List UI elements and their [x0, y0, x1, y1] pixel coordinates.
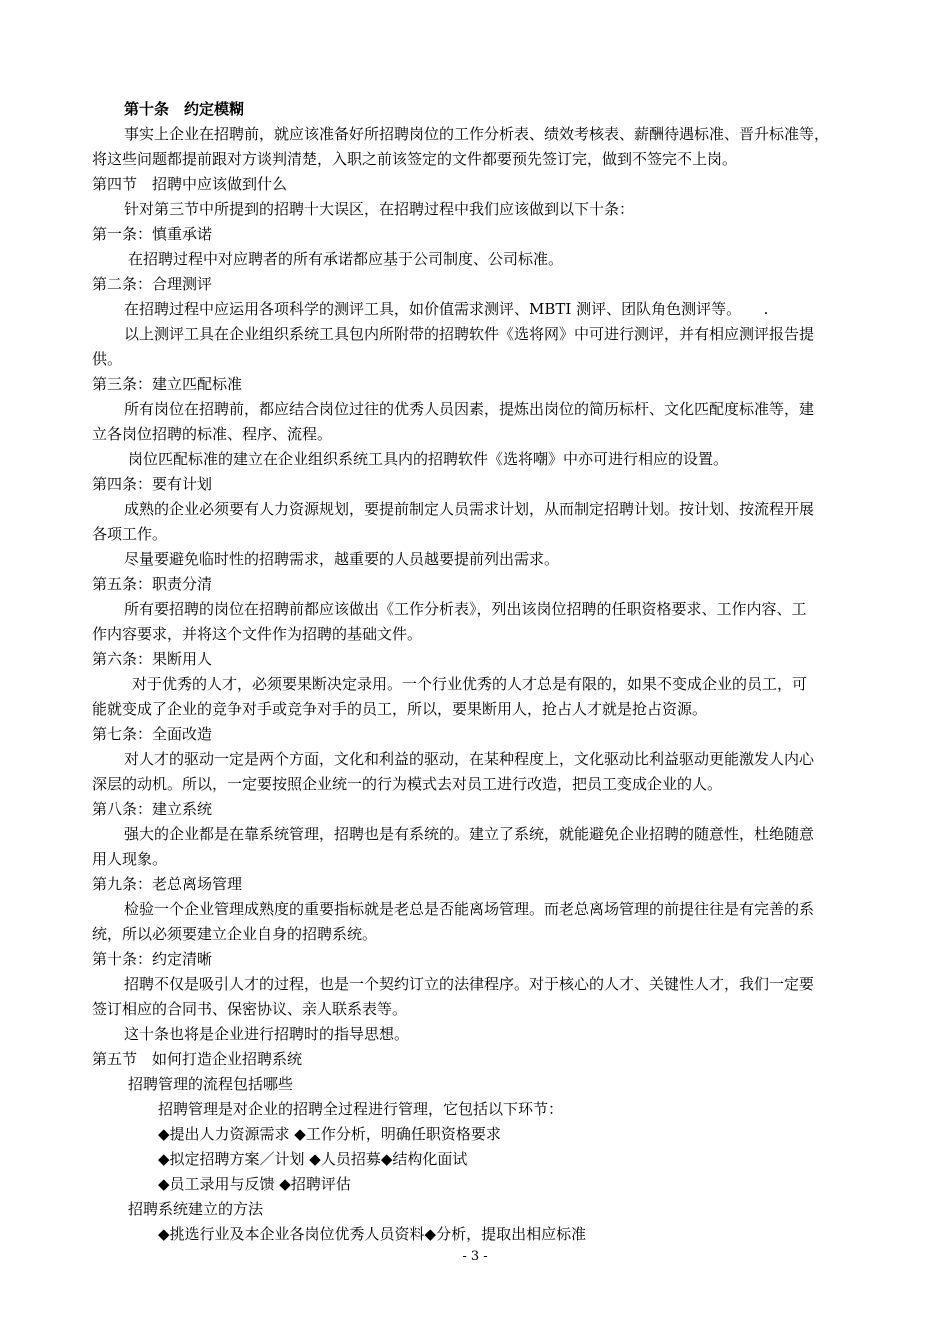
paragraph-line: 成熟的企业必须要有人力资源规划，要提前制定人员需求计划，从而制定招聘计划。按计划、按流程开展 — [124, 500, 815, 518]
article-heading: 第三条：建立匹配标准 — [92, 375, 243, 393]
paragraph-line: 招聘管理是对企业的招聘全过程进行管理，它包括以下环节： — [158, 1100, 564, 1118]
article-heading: 第二条：合理测评 — [92, 275, 213, 293]
article-heading: 第九条：老总离场管理 — [92, 875, 243, 893]
paragraph-line: 作内容要求，并将这个文件作为招聘的基础文件。 — [92, 625, 423, 643]
paragraph-line: 能就变成了企业的竞争对手或竞争对手的员工，所以，要果断用人，抢占人才就是抢占资源。 — [92, 700, 708, 718]
paragraph-line: 在招聘过程中应运用各项科学的测评工具，如价值需求测评、MBTI 测评、团队角色测评等。 . — [124, 300, 769, 318]
paragraph-line: 这十条也将是企业进行招聘时的指导思想。 — [124, 1025, 410, 1043]
section-heading: 第四节 招聘中应该做到什么 — [92, 175, 288, 193]
paragraph-line: 将这些问题都提前跟对方谈判清楚，入职之前该签定的文件都要预先签订完，做到不签完不上岗。 — [92, 150, 738, 168]
paragraph-line: 岗位匹配标准的建立在企业组织系统工具内的招聘软件《选将嘲》中亦可进行相应的设置。 — [128, 450, 729, 468]
paragraph-line: 各项工作。 — [92, 525, 168, 543]
paragraph-line: 在招聘过程中对应聘者的所有承诺都应基于公司制度、公司标准。 — [128, 250, 564, 268]
paragraph-line: 事实上企业在招聘前，就应该准备好所招聘岗位的工作分析表、绩效考核表、薪酬待遇标准、晋升标准等， — [124, 125, 830, 143]
paragraph-line: 针对第三节中所提到的招聘十大误区，在招聘过程中我们应该做到以下十条： — [124, 200, 635, 218]
paragraph-line: 供。 — [92, 350, 123, 368]
article-heading: 第十条：约定清晰 — [92, 950, 213, 968]
paragraph-line: 对于优秀的人才，必须要果断决定录用。一个行业优秀的人才总是有限的，如果不变成企业的员工，可 — [132, 675, 808, 693]
paragraph-line: 以上测评工具在企业组织系统工具包内所附带的招聘软件《选将网》中可进行测评，并有相应测评报告提 — [124, 325, 815, 343]
article-heading: 第六条：果断用人 — [92, 650, 213, 668]
subheading: 招聘系统建立的方法 — [128, 1200, 264, 1218]
article-heading: 第五条：职责分清 — [92, 575, 213, 593]
paragraph-line: 招聘不仅是吸引人才的过程，也是一个契约订立的法律程序。对于核心的人才、关键性人才，我们一定要 — [124, 975, 815, 993]
bullet-line: ◆员工录用与反馈 ◆招聘评估 — [158, 1175, 351, 1193]
subheading: 招聘管理的流程包括哪些 — [128, 1075, 294, 1093]
bullet-line: ◆挑选行业及本企业各岗位优秀人员资料◆分析，提取出相应标准 — [158, 1225, 587, 1243]
article-heading: 第八条：建立系统 — [92, 800, 213, 818]
bullet-line: ◆拟定招聘方案／计划 ◆人员招募◆结构化面试 — [158, 1150, 468, 1168]
paragraph-line: 所有岗位在招聘前，都应结合岗位过往的优秀人员因素，提炼出岗位的简历标杆、文化匹配度标准等，建 — [124, 400, 815, 418]
paragraph-line: 统，所以必须要建立企业自身的招聘系统。 — [92, 925, 378, 943]
paragraph-line: 签订相应的合同书、保密协议、亲人联系表等。 — [92, 1000, 408, 1018]
bullet-line: ◆提出人力资源需求 ◆工作分析，明确任职资格要求 — [158, 1125, 501, 1143]
paragraph-line: 检验一个企业管理成熟度的重要指标就是老总是否能离场管理。而老总离场管理的前提往往是有完善的系 — [124, 900, 815, 918]
article-heading: 第七条：全面改造 — [92, 725, 213, 743]
article-heading: 第一条：慎重承诺 — [92, 225, 213, 243]
paragraph-line: 深层的动机。所以，一定要按照企业统一的行为模式去对员工进行改造，把员工变成企业的人。 — [92, 775, 723, 793]
paragraph-line: 立各岗位招聘的标准、程序、流程。 — [92, 425, 333, 443]
section-heading: 第五节 如何打造企业招聘系统 — [92, 1050, 303, 1068]
article-heading: 第四条：要有计划 — [92, 475, 213, 493]
paragraph-line: 对人才的驱动一定是两个方面，文化和利益的驱动，在某种程度上，文化驱动比利益驱动更能激发人内心 — [124, 750, 815, 768]
paragraph-line: 用人现象。 — [92, 850, 168, 868]
paragraph-line: 强大的企业都是在靠系统管理，招聘也是有系统的。建立了系统，就能避免企业招聘的随意性，杜绝随意 — [124, 825, 815, 843]
heading-article-10: 第十条 约定模糊 — [124, 100, 245, 118]
page-number: - 3 - — [462, 1249, 488, 1264]
paragraph-line: 尽量要避免临时性的招聘需求，越重要的人员越要提前列出需求。 — [124, 550, 560, 568]
paragraph-line: 所有要招聘的岗位在招聘前都应该做出《工作分析表》，列出该岗位招聘的任职资格要求、工作内容、工 — [124, 600, 807, 618]
